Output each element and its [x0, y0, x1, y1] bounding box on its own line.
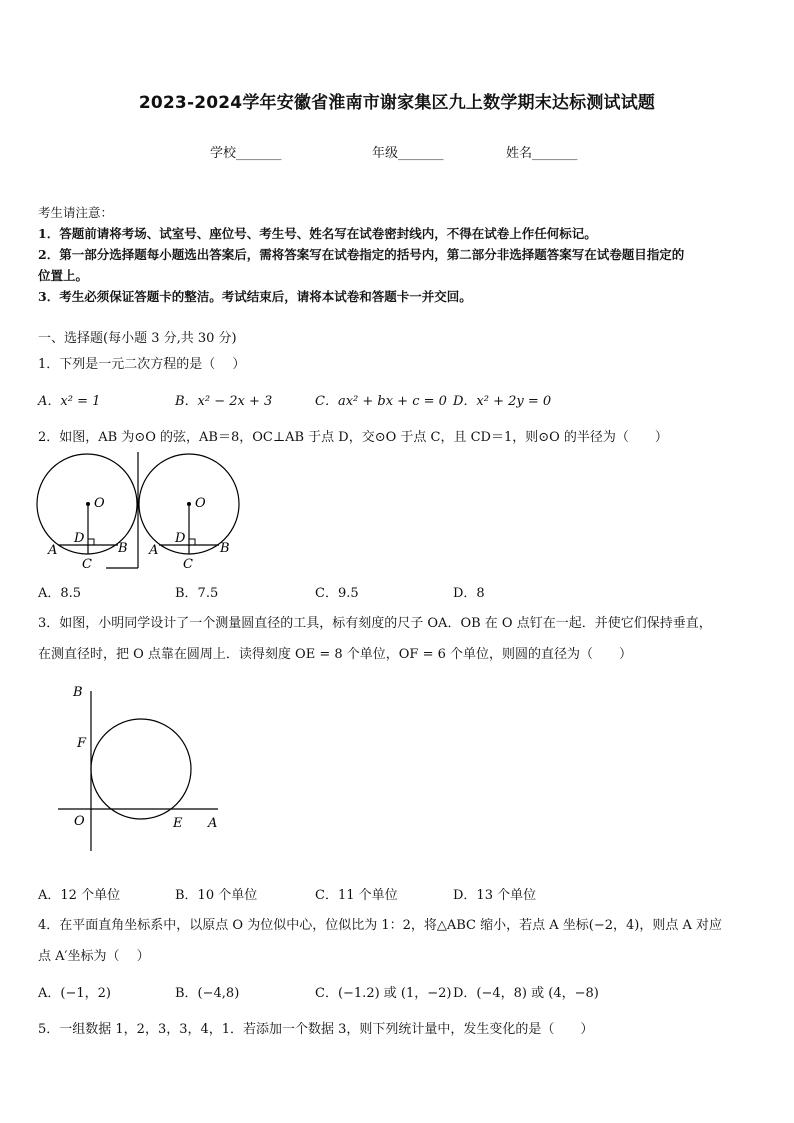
label-o: O — [74, 814, 85, 829]
label-a: A — [48, 543, 58, 558]
question-4-line-2: 点 A′坐标为（ ） — [38, 949, 150, 964]
label-c: C — [82, 557, 92, 572]
question-2-choices — [38, 582, 762, 602]
choice-d: D．(−4，8) 或 (4，−8) — [453, 986, 599, 1001]
page-title: 2023-2024学年安徽省淮南市谢家集区九上数学期末达标测试试题 — [138, 93, 656, 113]
choice-b: B．x² − 2x + 3 — [175, 394, 273, 409]
choice-d: D．13 个单位 — [453, 888, 537, 903]
question-3-line-1: 3．如图，小明同学设计了一个测量圆直径的工具，标有刻度的尺子 OA．OB 在 O 点钉在一起．并使它们保持垂直， — [38, 616, 712, 631]
choice-c: C．ax² + bx + c = 0 — [315, 394, 447, 409]
label-o: O — [94, 496, 105, 511]
question-4-choices — [38, 982, 762, 1002]
question-2-figure — [36, 452, 246, 576]
label-b: B — [220, 541, 230, 556]
label-d: D — [175, 531, 186, 546]
label-o: O — [195, 496, 206, 511]
question-1-choices — [38, 390, 762, 410]
choice-a: A．x² = 1 — [38, 394, 101, 409]
section-heading: 一、选择题(每小题 3 分,共 30 分) — [38, 331, 237, 346]
choice-b: B．(−4,8) — [175, 986, 240, 1001]
note-item: 1．答题前请将考场、试室号、座位号、考生号、姓名写在试卷密封线内，不得在试卷上作任何标记。 — [38, 226, 597, 241]
label-b: B — [118, 541, 128, 556]
question-3-line-2: 在测直径时，把 O 点靠在圆周上．读得刻度 OE = 8 个单位，OF = 6 个单位，则圆的直径为（ ） — [38, 647, 633, 662]
exam-notes — [38, 202, 762, 307]
label-c: C — [183, 557, 193, 572]
choice-a: A．8.5 — [38, 586, 82, 601]
label-a: A — [149, 543, 159, 558]
question-1: 1．下列是一元二次方程的是（ ） — [38, 357, 246, 372]
question-4-line-1: 4．在平面直角坐标系中，以原点 O 为位似中心，位似比为 1：2，将△ABC 缩小，若点 A 坐标(−2，4)，则点 A 对应 — [38, 918, 723, 933]
choice-b: B．10 个单位 — [175, 888, 258, 903]
question-3-choices — [38, 884, 762, 904]
choice-a: A．(−1，2) — [38, 986, 111, 1001]
label-a: A — [208, 816, 218, 831]
choice-c: C．9.5 — [315, 586, 359, 601]
note-item: 2．第一部分选择题每小题选出答案后，需将答案写在试卷指定的括号内，第二部分非选择题答案写在试卷题目指定的 — [38, 247, 685, 262]
label-f: F — [77, 736, 87, 751]
note-item: 3．考生必须保证答题卡的整洁。考试结束后，请将本试卷和答题卡一并交回。 — [38, 289, 472, 304]
right-angle-mark — [189, 539, 195, 545]
notes-header: 考生请注意： — [38, 205, 114, 220]
note-item: 位置上。 — [38, 268, 89, 283]
label-b: B — [73, 685, 83, 700]
choice-c: C．(−1.2) 或 (1，−2) — [315, 986, 452, 1001]
grade-field: 年级_______ — [372, 146, 444, 161]
choice-d: D．x² + 2y = 0 — [453, 394, 552, 409]
right-angle-mark — [88, 539, 94, 545]
question-2: 2．如图，AB 为⊙O 的弦，AB＝8，OC⊥AB 于点 D，交⊙O 于点 C，且 CD＝1，则⊙O 的半径为（ ） — [38, 430, 668, 445]
question-3-figure — [56, 683, 226, 853]
question-4 — [38, 910, 762, 972]
choice-a: A．12 个单位 — [38, 888, 121, 903]
question-3 — [38, 608, 762, 670]
question-5: 5．一组数据 1，2，3，3，4，1．若添加一个数据 3，则下列统计量中，发生变化的是（ ） — [38, 1022, 594, 1037]
choice-d: D．8 — [453, 586, 485, 601]
school-field: 学校_______ — [210, 146, 282, 161]
label-d: D — [74, 531, 85, 546]
measured-circle — [91, 719, 191, 819]
choice-b: B．7.5 — [175, 586, 219, 601]
choice-c: C．11 个单位 — [315, 888, 398, 903]
name-field: 姓名_______ — [506, 146, 578, 161]
label-e: E — [173, 816, 183, 831]
